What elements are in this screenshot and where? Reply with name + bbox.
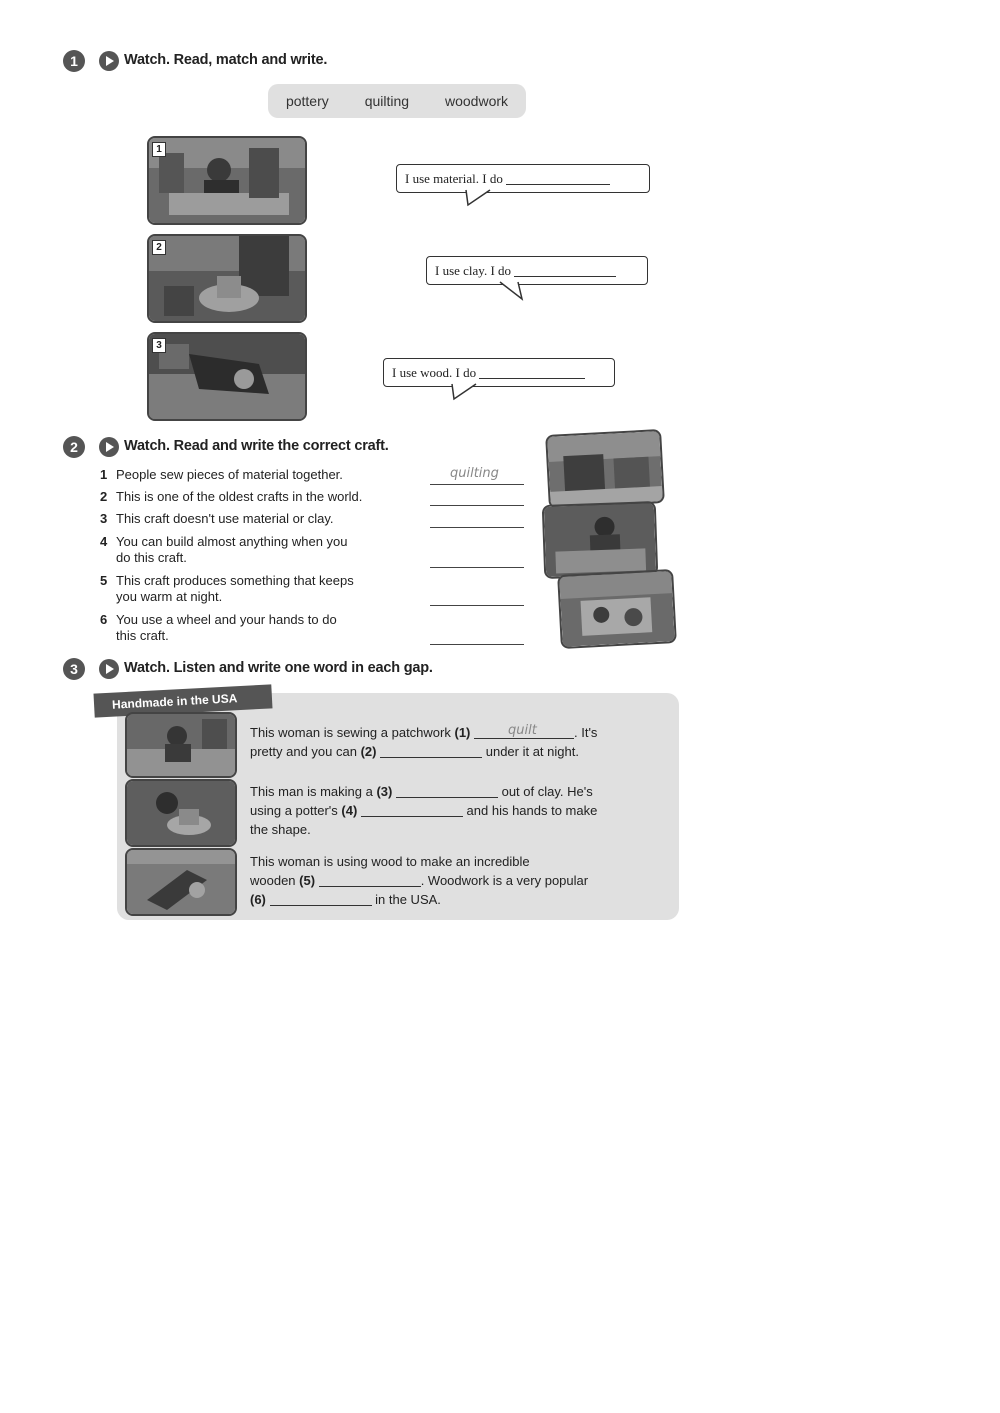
craft-photo: [557, 569, 677, 649]
gap-blank[interactable]: [270, 891, 372, 906]
pottery-wheel-photo-image: [127, 781, 235, 845]
question-number: 2: [100, 489, 108, 504]
section-2-title: Watch. Read and write the correct craft.: [124, 438, 389, 454]
paragraph-1: [250, 723, 670, 761]
para-text: the shape.: [250, 822, 311, 837]
photo-number: 1: [152, 142, 166, 157]
para-text: in the USA.: [375, 892, 441, 907]
speech-bubble-2: [426, 256, 648, 285]
speech-bubble-1: [396, 164, 650, 193]
gap-blank[interactable]: [361, 802, 463, 817]
question-text: This craft doesn't use material or clay.: [116, 511, 334, 526]
para-text: and his hands to make: [466, 803, 598, 818]
pottery-wheel-photo: [125, 779, 237, 847]
answer-blank[interactable]: [479, 366, 585, 379]
question-text: this craft.: [116, 628, 169, 643]
paragraph-2: [250, 782, 670, 839]
play-icon[interactable]: [99, 51, 119, 71]
paragraph-3: [250, 852, 670, 909]
question-row: [100, 467, 430, 483]
bubble-text: I use material. I do: [405, 170, 503, 186]
question-row: [100, 534, 430, 566]
question-number: 3: [100, 511, 108, 526]
pottery-photo: [147, 234, 307, 323]
gap-number: (5): [299, 873, 316, 888]
answer-line[interactable]: [430, 487, 524, 506]
question-number: 1: [100, 467, 108, 482]
gap-number: (1): [454, 725, 471, 740]
question-text: do this craft.: [116, 550, 187, 565]
section-3-title: Watch. Listen and write one word in each gap.: [124, 660, 433, 676]
question-number: 4: [100, 534, 108, 549]
section-2-number: 2: [63, 436, 85, 458]
question-row: [100, 511, 430, 527]
bubble-tail-icon: [464, 189, 494, 207]
question-text: you warm at night.: [116, 589, 223, 604]
bubble-text: I use clay. I do: [435, 262, 512, 278]
answer-blank[interactable]: [506, 172, 610, 185]
question-row: [100, 489, 430, 505]
question-number: 5: [100, 573, 108, 588]
word-bank: [268, 84, 526, 118]
question-number: 6: [100, 612, 108, 627]
question-row: [100, 612, 430, 644]
gap-number: (3): [376, 784, 393, 799]
gap-blank[interactable]: [380, 743, 482, 758]
craft-photo: [545, 429, 665, 509]
para-text: This woman is sewing a patchwork: [250, 725, 451, 740]
para-text: . Woodwork is a very popular: [420, 873, 589, 888]
answer-text: quilting: [450, 466, 499, 481]
gap-blank[interactable]: [396, 783, 498, 798]
answer-line[interactable]: [430, 626, 524, 645]
photo-number: 2: [152, 240, 166, 255]
panel-tab: Handmade in the USA: [93, 684, 272, 717]
answer-line[interactable]: [430, 466, 524, 485]
gap-blank[interactable]: [319, 872, 421, 887]
gap-number: (4): [341, 803, 358, 818]
gap-answer: quilt: [508, 723, 537, 738]
gap-blank[interactable]: [474, 724, 574, 739]
word-bank-item: pottery: [285, 93, 329, 109]
answer-blank[interactable]: [514, 264, 616, 277]
para-text: wooden: [250, 873, 296, 888]
pottery-photo-image: [149, 236, 305, 321]
woodcarving-photo-image: [127, 850, 235, 914]
bubble-text: I use wood. I do: [392, 364, 477, 380]
question-row: [100, 573, 430, 605]
para-text: under it at night.: [485, 744, 579, 759]
craft-photo-image: [544, 503, 656, 577]
word-bank-item: quilting: [364, 93, 410, 109]
question-text: People sew pieces of material together.: [116, 467, 343, 482]
photo-number: 3: [152, 338, 166, 353]
question-text: You can build almost anything when you: [116, 534, 348, 549]
para-text: . It's: [574, 725, 598, 740]
para-text: This woman is using wood to make an incredible: [250, 854, 530, 869]
question-text: This craft produces something that keeps: [116, 573, 354, 588]
craft-photo: [542, 501, 659, 579]
craft-photo-image: [559, 571, 675, 647]
quilting-photo: [147, 136, 307, 225]
play-icon[interactable]: [99, 659, 119, 679]
quilt-photo-image: [127, 714, 235, 776]
gap-number: (2): [360, 744, 377, 759]
question-text: This is one of the oldest crafts in the world.: [116, 489, 363, 504]
para-text: This man is making a: [250, 784, 373, 799]
bubble-tail-icon: [450, 383, 480, 401]
gap-number: (6): [250, 892, 266, 907]
question-text: You use a wheel and your hands to do: [116, 612, 337, 627]
section-1-title: Watch. Read, match and write.: [124, 52, 328, 68]
para-text: using a potter's: [250, 803, 338, 818]
word-bank-item: woodwork: [444, 93, 509, 109]
section-3-number: 3: [63, 658, 85, 680]
section-1-number: 1: [63, 50, 85, 72]
answer-line[interactable]: [430, 509, 524, 528]
woodwork-photo: [147, 332, 307, 421]
bubble-tail-icon: [498, 281, 528, 301]
woodwork-photo-image: [149, 334, 305, 419]
para-text: out of clay. He's: [501, 784, 593, 799]
answer-line[interactable]: [430, 587, 524, 606]
para-text: pretty and you can: [250, 744, 357, 759]
woodcarving-photo: [125, 848, 237, 916]
play-icon[interactable]: [99, 437, 119, 457]
speech-bubble-3: [383, 358, 615, 387]
craft-photo-image: [547, 431, 663, 507]
quilting-photo-image: [149, 138, 305, 223]
answer-line[interactable]: [430, 549, 524, 568]
quilt-photo: [125, 712, 237, 778]
